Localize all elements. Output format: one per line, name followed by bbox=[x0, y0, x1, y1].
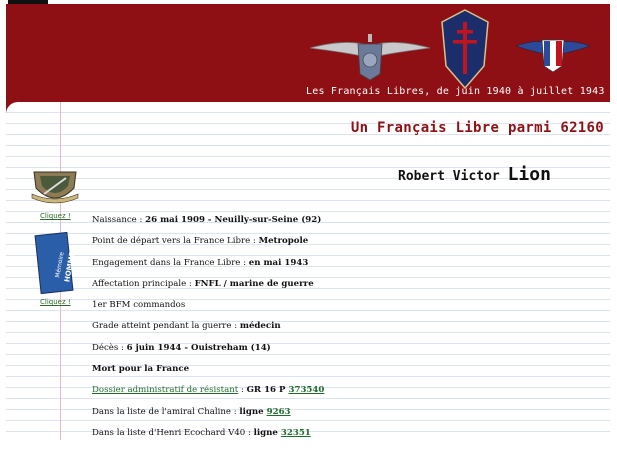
memoire-hommes-click-link[interactable]: Cliquez ! bbox=[40, 298, 71, 306]
lorraine-cross-badge-icon bbox=[442, 10, 488, 88]
tricolor-wings-badge-icon bbox=[514, 32, 592, 74]
rank-value: médecin bbox=[239, 321, 281, 332]
chaline-row: Dans la liste de l'amiral Chaline : ligne 9263 bbox=[92, 406, 291, 417]
page-title: Un Français Libre parmi 62160 bbox=[350, 120, 604, 136]
assignment-value: FNFL / marine de guerre bbox=[194, 278, 314, 289]
departure-row: Point de départ vers la France Libre : Metropole bbox=[92, 236, 309, 247]
assignment-row: Affectation principale : FNFL / marine de guerre bbox=[92, 278, 314, 289]
page-frame bbox=[6, 4, 610, 440]
header-caption: Les Français Libres, de juin 1940 à juillet 1943 bbox=[306, 86, 605, 97]
dossier-link[interactable]: Dossier administratif de résistant bbox=[92, 385, 239, 396]
unit-row bbox=[92, 295, 602, 316]
person-name bbox=[398, 164, 551, 185]
dossier-row: Dossier administratif de résistant : GR 16 P 373540 bbox=[92, 385, 325, 396]
birth-row: Naissance : 26 mai 1909 - Neuilly-sur-Seine (92) bbox=[92, 215, 322, 225]
notebook-paper bbox=[6, 102, 610, 440]
mort-pour-la-france-row bbox=[92, 359, 602, 380]
badge-click-link[interactable]: Cliquez ! bbox=[40, 212, 71, 220]
book-text-memoire: Mémoire bbox=[54, 251, 66, 279]
book-text-hommes: HOMMES bbox=[63, 246, 78, 283]
departure-value: Metropole bbox=[258, 236, 309, 247]
chaline-line-link[interactable]: 9263 bbox=[266, 406, 291, 417]
mort-pour-la-france: Mort pour la France bbox=[92, 364, 190, 375]
ecochard-row: Dans la liste d'Henri Ecochard V40 : ligne 32351 bbox=[92, 427, 311, 438]
unit-value: 1er BFM commandos bbox=[92, 300, 186, 311]
rank-row: Grade atteint pendant la guerre : médecin bbox=[92, 321, 281, 332]
birth-value: 26 mai 1909 - Neuilly-sur-Seine (92) bbox=[145, 215, 322, 225]
death-value: 6 juin 1944 - Ouistreham (14) bbox=[126, 342, 271, 353]
biography-details bbox=[92, 210, 602, 444]
given-names: Robert Victor bbox=[398, 169, 500, 184]
engagement-row: Engagement dans la France Libre : en mai 1943 bbox=[92, 257, 309, 268]
winged-badge-icon bbox=[308, 30, 432, 80]
commando-badge-icon[interactable] bbox=[30, 164, 80, 208]
death-row: Décès : 6 juin 1944 - Ouistreham (14) bbox=[92, 342, 271, 353]
surname: Lion bbox=[507, 164, 551, 185]
engagement-value: en mai 1943 bbox=[248, 257, 309, 268]
dossier-number-link[interactable]: 373540 bbox=[288, 385, 325, 396]
memoire-hommes-book-icon[interactable] bbox=[36, 232, 78, 294]
ecochard-line-link[interactable]: 32351 bbox=[280, 427, 311, 438]
